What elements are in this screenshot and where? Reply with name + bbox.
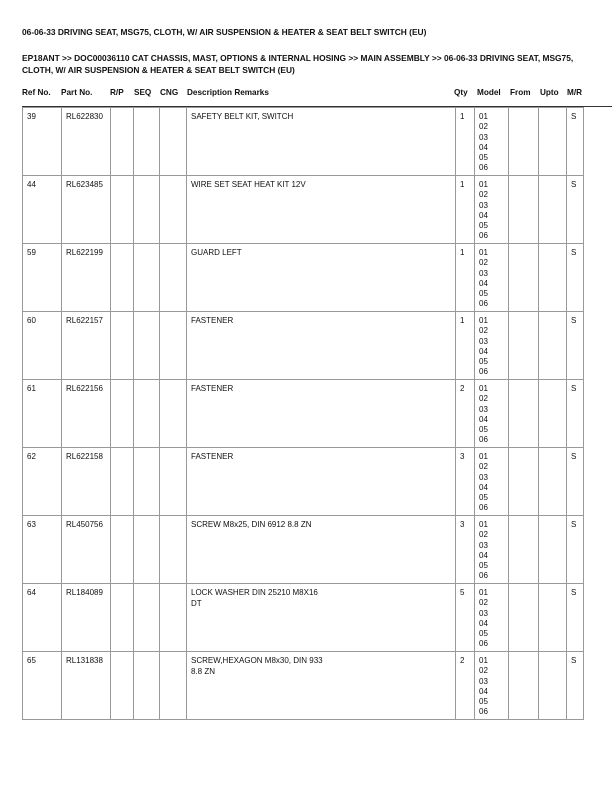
upto-cell [539, 448, 567, 516]
seq-cell [134, 584, 160, 652]
ref-no-cell: 59 [23, 244, 62, 312]
model-code: 06 [479, 639, 488, 649]
model-code: 06 [479, 707, 488, 717]
upto-cell [539, 244, 567, 312]
model-code: 02 [479, 258, 488, 268]
rp-cell [111, 244, 134, 312]
rp-cell [111, 516, 134, 584]
qty-cell: 3 [456, 448, 475, 516]
description-text: FASTENER [191, 316, 234, 325]
table-row [23, 516, 584, 584]
model-cell [475, 108, 509, 176]
model-code: 05 [479, 425, 488, 435]
description-text: SCREW M8x25, DIN 6912 8.8 ZN [191, 520, 312, 529]
model-code: 04 [479, 210, 488, 220]
qty-cell: 3 [456, 516, 475, 584]
part-no-cell: RL622199 [62, 244, 111, 312]
seq-cell [134, 652, 160, 720]
model-cell [475, 652, 509, 720]
from-cell [509, 380, 539, 448]
ref-no-cell: 65 [23, 652, 62, 720]
model-code: 06 [479, 367, 488, 377]
cng-cell [160, 516, 187, 584]
model-code: 05 [479, 221, 488, 231]
seq-cell [134, 516, 160, 584]
description-text: WIRE SET SEAT HEAT KIT 12V [191, 180, 306, 189]
description-text: FASTENER [191, 452, 234, 461]
rp-cell [111, 312, 134, 380]
header-mr: M/R [567, 88, 583, 97]
rp-cell [111, 108, 134, 176]
model-code: 04 [479, 618, 488, 628]
description-cell [187, 516, 456, 584]
model-code: 05 [479, 357, 488, 367]
model-code: 02 [479, 530, 488, 540]
from-cell [509, 312, 539, 380]
ref-no-cell: 64 [23, 584, 62, 652]
model-cell [475, 448, 509, 516]
model-code: 04 [479, 346, 488, 356]
model-code: 04 [479, 482, 488, 492]
header-cng: CNG [160, 88, 179, 97]
cng-cell [160, 312, 187, 380]
model-code: 03 [479, 336, 488, 346]
ref-no-cell: 61 [23, 380, 62, 448]
qty-cell: 5 [456, 584, 475, 652]
cng-cell [160, 380, 187, 448]
model-code: 02 [479, 394, 488, 404]
table-row [23, 584, 584, 652]
page-title: 06-06-33 DRIVING SEAT, MSG75, CLOTH, W/ AIR SUSPENSION & HEATER & SEAT BELT SWITCH (EU) [22, 27, 427, 37]
model-code: 03 [479, 132, 488, 142]
model-cell [475, 244, 509, 312]
cng-cell [160, 448, 187, 516]
description-text: FASTENER [191, 384, 234, 393]
description-cell [187, 652, 456, 720]
part-no-cell: RL184089 [62, 584, 111, 652]
model-code: 02 [479, 462, 488, 472]
header-desc: Description Remarks [187, 88, 269, 97]
description-text: SAFETY BELT KIT, SWITCH [191, 112, 294, 121]
model-code: 03 [479, 472, 488, 482]
model-code: 06 [479, 231, 488, 241]
model-code: 05 [479, 153, 488, 163]
part-no-cell: RL622830 [62, 108, 111, 176]
rp-cell [111, 380, 134, 448]
qty-cell: 1 [456, 312, 475, 380]
seq-cell [134, 380, 160, 448]
qty-cell: 2 [456, 380, 475, 448]
qty-cell: 1 [456, 176, 475, 244]
mr-cell: S [567, 312, 584, 380]
from-cell [509, 108, 539, 176]
description-cell [187, 312, 456, 380]
cng-cell [160, 176, 187, 244]
seq-cell [134, 176, 160, 244]
mr-cell: S [567, 176, 584, 244]
rp-cell [111, 176, 134, 244]
ref-no-cell: 39 [23, 108, 62, 176]
table-row [23, 312, 584, 380]
table-row [23, 244, 584, 312]
table-row [23, 652, 584, 720]
model-code: 04 [479, 278, 488, 288]
cng-cell [160, 584, 187, 652]
model-code: 02 [479, 598, 488, 608]
table-row [23, 380, 584, 448]
header-model: Model [477, 88, 501, 97]
model-code: 01 [479, 520, 488, 529]
description-cell [187, 108, 456, 176]
model-code: 05 [479, 629, 488, 639]
parts-table [22, 107, 584, 720]
part-no-cell: RL623485 [62, 176, 111, 244]
model-code: 03 [479, 200, 488, 210]
part-no-cell: RL622158 [62, 448, 111, 516]
header-ref: Ref No. [22, 88, 51, 97]
upto-cell [539, 652, 567, 720]
ref-no-cell: 44 [23, 176, 62, 244]
model-code: 05 [479, 493, 488, 503]
description-text: GUARD LEFT [191, 248, 242, 257]
model-code: 06 [479, 435, 488, 445]
model-code: 04 [479, 550, 488, 560]
model-cell [475, 380, 509, 448]
mr-cell: S [567, 244, 584, 312]
model-code: 05 [479, 289, 488, 299]
mr-cell: S [567, 380, 584, 448]
upto-cell [539, 108, 567, 176]
part-no-cell: RL450756 [62, 516, 111, 584]
model-code: 03 [479, 540, 488, 550]
header-seq: SEQ [134, 88, 152, 97]
model-code: 01 [479, 180, 488, 189]
model-code: 04 [479, 414, 488, 424]
model-cell [475, 312, 509, 380]
model-code: 01 [479, 316, 488, 325]
seq-cell [134, 448, 160, 516]
model-code: 06 [479, 503, 488, 513]
from-cell [509, 176, 539, 244]
header-qty: Qty [454, 88, 468, 97]
part-no-cell: RL622156 [62, 380, 111, 448]
model-code: 02 [479, 666, 488, 676]
model-code: 01 [479, 248, 488, 257]
breadcrumb: EP18ANT >> DOC00036110 CAT CHASSIS, MAST, OPTIONS & INTERNAL HOSING >> MAIN ASSEMBLY >> 06-06-33 DRIVING SEAT, MSG75, CLOTH, W/ AIR SUSPENSION & HEATER & SEAT BELT SWITCH (EU) [22, 53, 574, 75]
description-cell [187, 448, 456, 516]
cng-cell [160, 652, 187, 720]
model-code: 06 [479, 299, 488, 309]
description-cell [187, 584, 456, 652]
seq-cell [134, 244, 160, 312]
description-text-line2: 8.8 ZN [191, 666, 216, 676]
mr-cell: S [567, 652, 584, 720]
model-code: 06 [479, 163, 488, 173]
from-cell [509, 584, 539, 652]
model-code: 04 [479, 142, 488, 152]
cng-cell [160, 244, 187, 312]
upto-cell [539, 176, 567, 244]
ref-no-cell: 60 [23, 312, 62, 380]
seq-cell [134, 312, 160, 380]
part-no-cell: RL131838 [62, 652, 111, 720]
qty-cell: 2 [456, 652, 475, 720]
mr-cell: S [567, 584, 584, 652]
model-code: 02 [479, 122, 488, 132]
upto-cell [539, 312, 567, 380]
model-cell [475, 516, 509, 584]
table-row [23, 448, 584, 516]
description-cell [187, 380, 456, 448]
ref-no-cell: 63 [23, 516, 62, 584]
header-from: From [510, 88, 531, 97]
model-code: 03 [479, 676, 488, 686]
model-code: 04 [479, 686, 488, 696]
description-text: SCREW,HEXAGON M8x30, DIN 933 [191, 656, 323, 665]
model-cell [475, 584, 509, 652]
model-code: 03 [479, 404, 488, 414]
ref-no-cell: 62 [23, 448, 62, 516]
description-text-line2: DT [191, 598, 202, 608]
table-row [23, 108, 584, 176]
model-cell [475, 176, 509, 244]
header-part: Part No. [61, 88, 93, 97]
rp-cell [111, 584, 134, 652]
model-code: 01 [479, 384, 488, 393]
description-cell [187, 244, 456, 312]
model-code: 01 [479, 656, 488, 665]
from-cell [509, 516, 539, 584]
qty-cell: 1 [456, 244, 475, 312]
rp-cell [111, 448, 134, 516]
model-code: 02 [479, 326, 488, 336]
mr-cell: S [567, 516, 584, 584]
header-upto: Upto [540, 88, 559, 97]
from-cell [509, 244, 539, 312]
header-rp: R/P [110, 88, 124, 97]
cng-cell [160, 108, 187, 176]
model-code: 01 [479, 112, 488, 121]
rp-cell [111, 652, 134, 720]
model-code: 05 [479, 561, 488, 571]
model-code: 02 [479, 190, 488, 200]
mr-cell: S [567, 448, 584, 516]
qty-cell: 1 [456, 108, 475, 176]
description-text: LOCK WASHER DIN 25210 M8X16 [191, 588, 318, 597]
from-cell [509, 448, 539, 516]
model-code: 03 [479, 608, 488, 618]
model-code: 01 [479, 588, 488, 597]
model-code: 06 [479, 571, 488, 581]
upto-cell [539, 380, 567, 448]
upto-cell [539, 516, 567, 584]
model-code: 03 [479, 268, 488, 278]
table-row [23, 176, 584, 244]
mr-cell: S [567, 108, 584, 176]
upto-cell [539, 584, 567, 652]
description-cell [187, 176, 456, 244]
model-code: 01 [479, 452, 488, 461]
from-cell [509, 652, 539, 720]
model-code: 05 [479, 697, 488, 707]
part-no-cell: RL622157 [62, 312, 111, 380]
seq-cell [134, 108, 160, 176]
